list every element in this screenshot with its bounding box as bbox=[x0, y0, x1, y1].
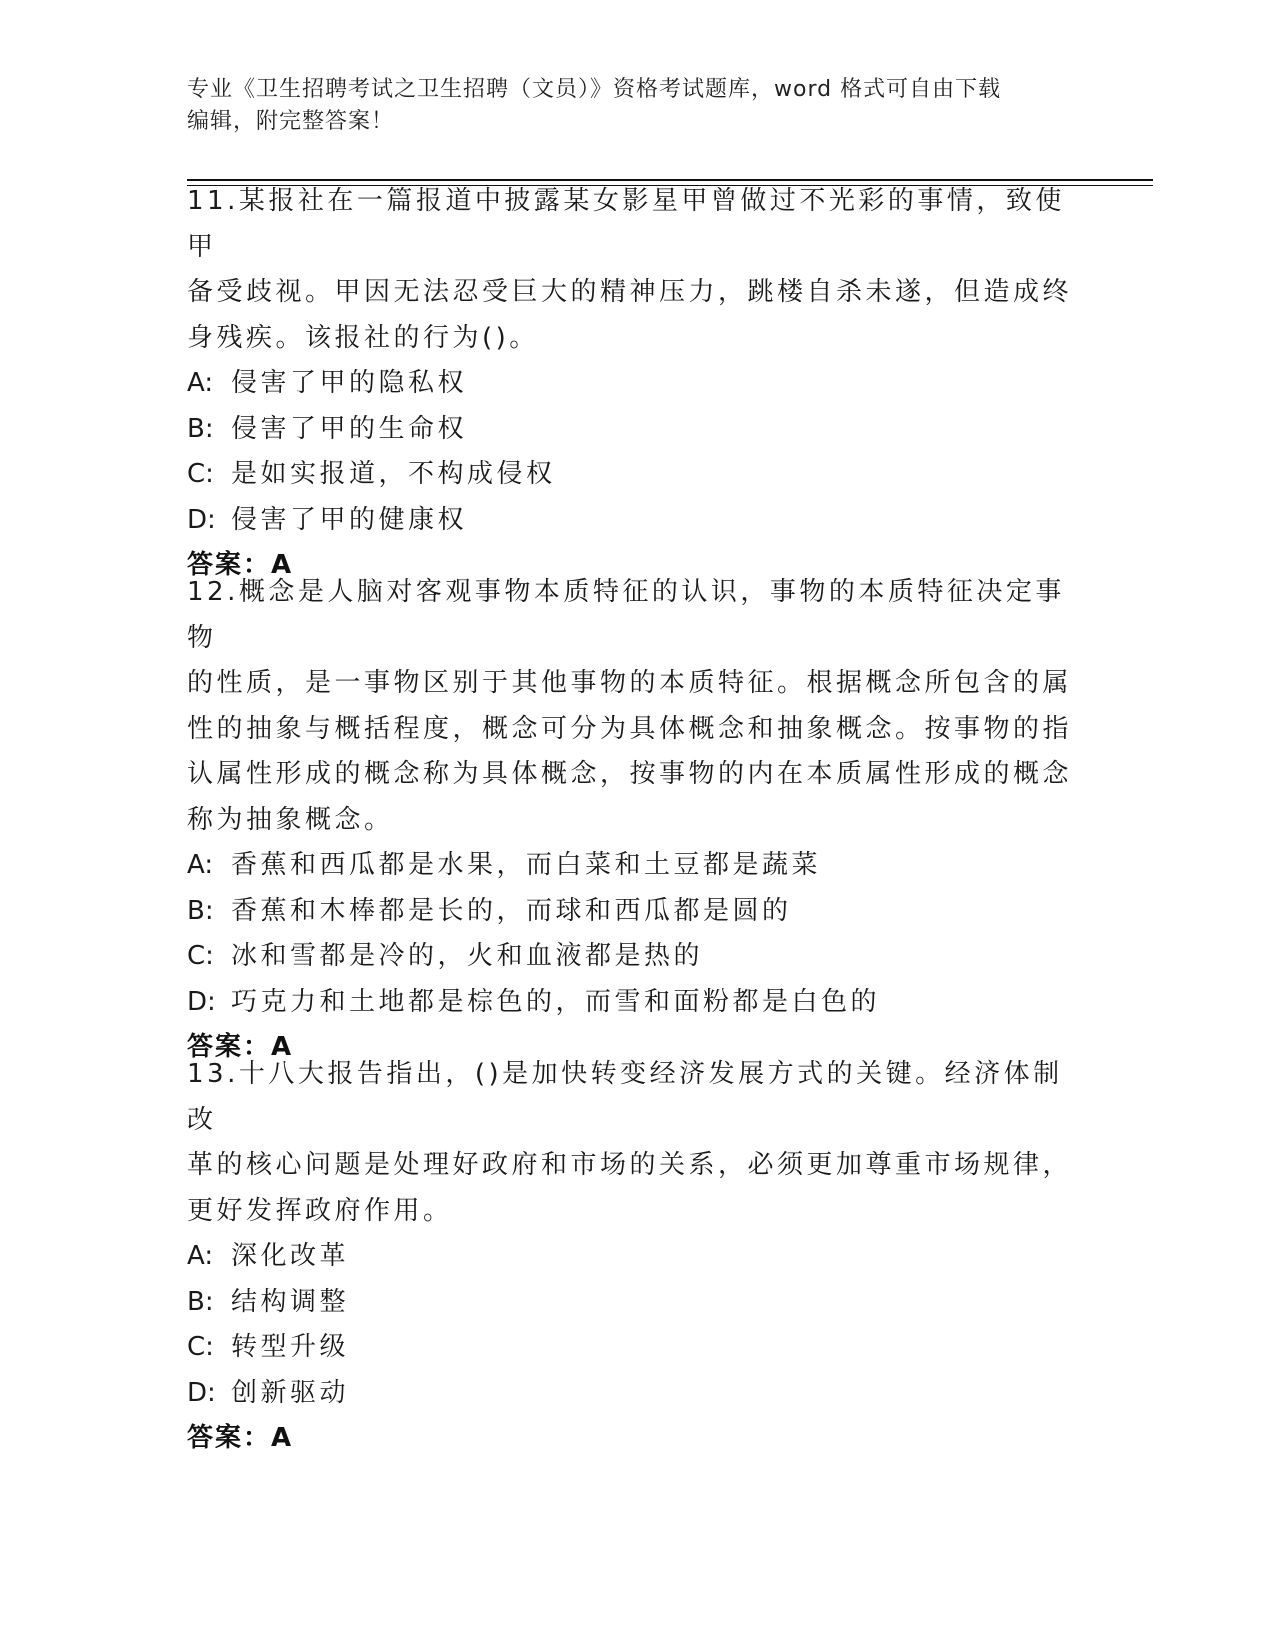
option-text: 香蕉和木棒都是长的，而球和西瓜都是圆的 bbox=[231, 895, 792, 926]
stem-line: 革的核心问题是处理好政府和市场的关系，必须更加尊重市场规律， bbox=[187, 1150, 1073, 1180]
option-c bbox=[187, 934, 1087, 980]
question-stem bbox=[187, 570, 1087, 843]
option-text: 创新驱动 bbox=[231, 1377, 350, 1408]
header-line: 专业《卫生招聘考试之卫生招聘（文员）》资格考试题库，word 格式可自由下载 bbox=[187, 77, 1002, 102]
stem-line: 备受歧视。甲因无法忍受巨大的精神压力，跳楼自杀未遂，但造成终 bbox=[187, 277, 1073, 307]
option-letter: B: bbox=[187, 895, 214, 926]
option-letter: C: bbox=[187, 1332, 214, 1362]
option-letter: C: bbox=[187, 459, 214, 489]
option-c bbox=[187, 1325, 1087, 1371]
option-text: 转型升级 bbox=[231, 1332, 350, 1362]
option-text: 侵害了甲的隐私权 bbox=[231, 368, 468, 398]
option-text: 巧克力和土地都是棕色的，而雪和面粉都是白色的 bbox=[231, 986, 881, 1017]
answer-label: 答案：A bbox=[187, 550, 294, 580]
option-text: 冰和雪都是冷的，火和血液都是热的 bbox=[231, 941, 704, 971]
stem-line: 称为抽象概念。 bbox=[187, 804, 394, 835]
stem-line: 13.十八大报告指出，()是加快转变经济发展方式的关键。经济体制改 bbox=[187, 1059, 1063, 1135]
answer-label: 答案：A bbox=[187, 1423, 294, 1453]
option-d bbox=[187, 980, 1087, 1026]
stem-line: 认属性形成的概念称为具体概念，按事物的内在本质属性形成的概念 bbox=[187, 759, 1073, 789]
option-c bbox=[187, 452, 1087, 498]
question-12 bbox=[187, 570, 1087, 1071]
option-b bbox=[187, 1280, 1087, 1326]
stem-line: 更好发挥政府作用。 bbox=[187, 1195, 453, 1226]
stem-line: 性的抽象与概括程度，概念可分为具体概念和抽象概念。按事物的指 bbox=[187, 713, 1073, 744]
option-letter: C: bbox=[187, 941, 214, 971]
option-text: 是如实报道，不构成侵权 bbox=[231, 459, 556, 489]
stem-line: 身残疾。该报社的行为()。 bbox=[187, 322, 539, 353]
stem-line: 11.某报社在一篇报道中披露某女影星甲曾做过不光彩的事情，致使甲 bbox=[187, 186, 1065, 262]
stem-line: 12.概念是人脑对客观事物本质特征的认识，事物的本质特征决定事物 bbox=[187, 577, 1065, 653]
option-a bbox=[187, 843, 1087, 889]
option-text: 香蕉和西瓜都是水果，而白菜和土豆都是蔬菜 bbox=[231, 850, 822, 880]
question-stem bbox=[187, 1052, 1087, 1234]
option-text: 结构调整 bbox=[231, 1286, 350, 1317]
option-letter: D: bbox=[187, 986, 216, 1017]
option-letter: A: bbox=[187, 850, 214, 880]
question-13 bbox=[187, 1052, 1087, 1462]
answer-label: 答案：A bbox=[187, 1032, 294, 1062]
option-d bbox=[187, 1371, 1087, 1417]
option-letter: D: bbox=[187, 504, 216, 535]
option-text: 深化改革 bbox=[231, 1241, 350, 1271]
option-d bbox=[187, 498, 1087, 544]
document-header bbox=[187, 74, 1087, 138]
option-b bbox=[187, 889, 1087, 935]
option-text: 侵害了甲的生命权 bbox=[231, 413, 468, 444]
option-letter: B: bbox=[187, 1286, 214, 1317]
question-stem bbox=[187, 179, 1087, 361]
stem-line: 的性质，是一事物区别于其他事物的本质特征。根据概念所包含的属 bbox=[187, 668, 1073, 698]
option-letter: A: bbox=[187, 368, 214, 398]
header-line: 编辑，附完整答案！ bbox=[187, 109, 395, 134]
option-letter: A: bbox=[187, 1241, 214, 1271]
option-a bbox=[187, 1234, 1087, 1280]
option-letter: D: bbox=[187, 1377, 216, 1408]
option-letter: B: bbox=[187, 413, 214, 444]
option-text: 侵害了甲的健康权 bbox=[231, 504, 468, 535]
option-a bbox=[187, 361, 1087, 407]
option-b bbox=[187, 407, 1087, 453]
question-11 bbox=[187, 179, 1087, 589]
